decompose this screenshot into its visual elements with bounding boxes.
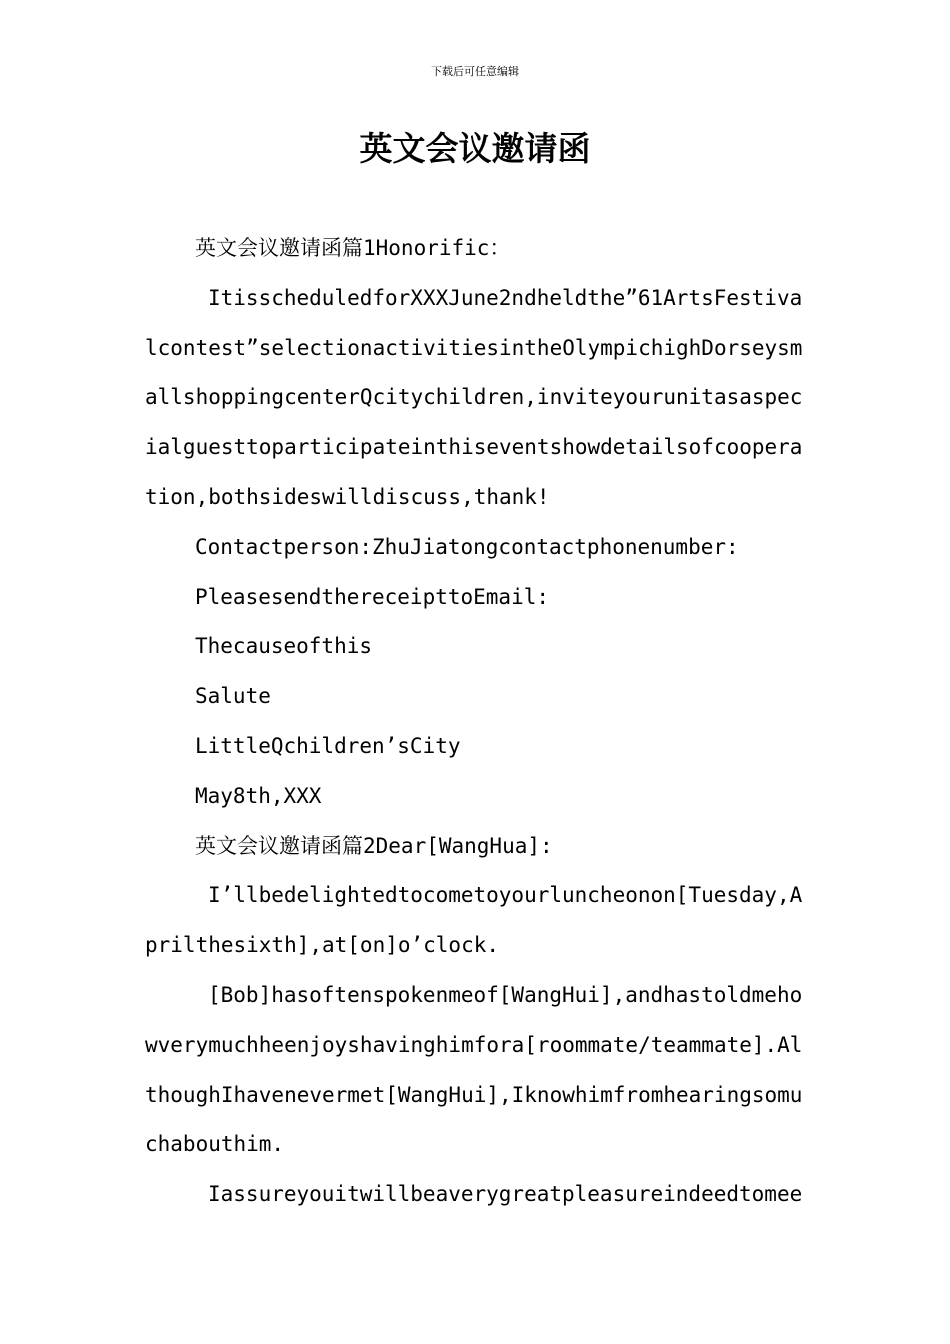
paragraph-contact-person: Contactperson:ZhuJiatongcontactphonenumber:	[195, 534, 739, 559]
document-title: 英文会议邀请函	[359, 129, 591, 168]
paragraph-invitation-details: ItisscheduledforXXXJune2ndheldthe”61ArtsFestivalcontest”selectionactivitiesintheOlympichighDorseysmallshoppingcenterQcitychildren,inviteyourunitasaspecialguesttoparticipateinthiseventshowdetailsofcooperation,bothsideswilldiscuss,thank!	[145, 285, 803, 509]
header-note: 下载后可任意编辑	[431, 65, 519, 78]
paragraph-luncheon-reply: I’llbedelightedtocometoyourluncheonon[Tuesday,Aprilthesixth],at[on]o’clock.	[145, 883, 803, 958]
document-body	[145, 224, 810, 1220]
section-heading-1: 英文会议邀请函篇1Honorific：	[195, 236, 511, 260]
paragraph-signature: LittleQchildren’sCity	[195, 733, 461, 758]
paragraph-date: May8th,XXX	[195, 783, 322, 808]
paragraph-about-wanghui: [Bob]hasoftenspokenmeof[WangHui],andhastoldmehowverymuchheenjoyshavinghimfora[roommate/teammate].AlthoughIhavenevermet[WangHui],Iknowhimfromhearingsomuchabouthim.	[145, 982, 803, 1157]
section-heading-2: 英文会议邀请函篇2Dear[WangHua]:	[195, 833, 553, 858]
paragraph-cause: Thecauseofthis	[195, 634, 373, 659]
paragraph-salute: Salute	[195, 684, 271, 709]
paragraph-assurance: Iassureyouitwillbeaverygreatpleasureindeedtomee	[208, 1182, 803, 1207]
paragraph-receipt-email: PleasesendthereceipttoEmail:	[195, 584, 550, 609]
